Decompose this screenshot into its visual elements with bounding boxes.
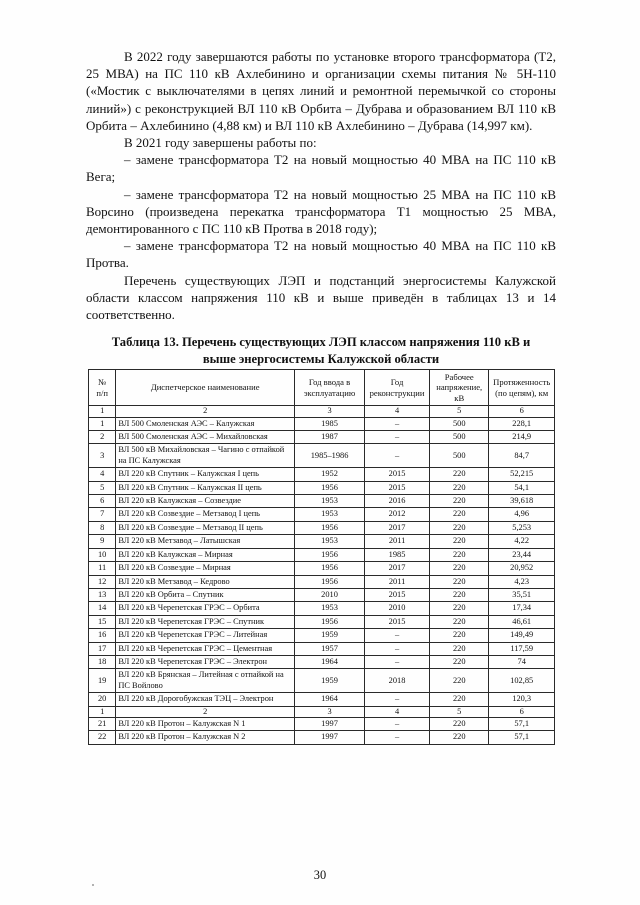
column-number-cell: 1 (89, 406, 116, 417)
cell-volt: 500 (430, 417, 489, 430)
cell-len: 57,1 (489, 717, 555, 730)
cell-len: 5,253 (489, 521, 555, 534)
cell-num: 19 (89, 669, 116, 693)
cell-recon: – (365, 417, 430, 430)
column-number-cell: 2 (116, 406, 295, 417)
cell-year: 1964 (295, 693, 365, 706)
table-row (89, 655, 555, 668)
header-reconstruction-year (365, 370, 430, 406)
header-name: Диспетчерское наименование (116, 370, 295, 406)
cell-volt: 220 (430, 669, 489, 693)
table-column-numbers-row (89, 706, 555, 717)
page-number: 30 (313, 868, 327, 882)
cell-volt: 220 (430, 495, 489, 508)
cell-len: 54,1 (489, 481, 555, 494)
table-row (89, 602, 555, 615)
cell-name: ВЛ 220 кВ Орбита – Спутник (116, 588, 295, 601)
cell-name: ВЛ 220 кВ Спутник – Калужская II цепь (116, 481, 295, 494)
table-body (89, 406, 555, 745)
table-caption-line-2: выше энергосистемы Калужской области (202, 352, 440, 367)
page-speck (92, 884, 94, 886)
header-reconstruction-year-line1: Год (390, 377, 404, 388)
cell-volt: 500 (430, 444, 489, 468)
header-length (489, 370, 555, 406)
cell-name: ВЛ 220 кВ Созвездие – Метзавод I цепь (116, 508, 295, 521)
cell-volt: 220 (430, 481, 489, 494)
cell-len: 228,1 (489, 417, 555, 430)
cell-volt: 220 (430, 468, 489, 481)
column-number-cell: 5 (430, 406, 489, 417)
table-row (89, 731, 555, 744)
header-voltage-line3: кВ (454, 392, 465, 403)
cell-num: 4 (89, 468, 116, 481)
cell-num: 12 (89, 575, 116, 588)
cell-volt: 220 (430, 548, 489, 561)
cell-len: 84,7 (489, 444, 555, 468)
cell-len: 149,49 (489, 629, 555, 642)
cell-recon: 2015 (365, 481, 430, 494)
cell-year: 1956 (295, 575, 365, 588)
header-length-line2: (по цепям), км (495, 387, 549, 398)
table-caption-line-1: Таблица 13. Перечень существующих ЛЭП классом напряжения 110 кВ и (111, 335, 531, 349)
cell-recon: – (365, 431, 430, 444)
header-voltage-line2: напряжение, (436, 382, 483, 393)
cell-recon: – (365, 655, 430, 668)
cell-recon: – (365, 717, 430, 730)
column-number-cell: 3 (295, 406, 365, 417)
cell-num: 16 (89, 629, 116, 642)
cell-len: 4,96 (489, 508, 555, 521)
cell-len: 120,3 (489, 693, 555, 706)
cell-recon: – (365, 629, 430, 642)
cell-num: 7 (89, 508, 116, 521)
cell-num: 8 (89, 521, 116, 534)
cell-recon: – (365, 444, 430, 468)
cell-num: 11 (89, 562, 116, 575)
cell-name: ВЛ 220 кВ Протон – Калужская N 2 (116, 731, 295, 744)
table-row (89, 481, 555, 494)
cell-name: ВЛ 500 Смоленская АЭС – Калужская (116, 417, 295, 430)
cell-name: ВЛ 220 кВ Брянская – Литейная с отпайкой на ПС Войлово (116, 669, 295, 693)
cell-num: 3 (89, 444, 116, 468)
cell-name: ВЛ 220 кВ Черепетская ГРЭС – Электрон (116, 655, 295, 668)
cell-name: ВЛ 220 кВ Созвездие – Мирная (116, 562, 295, 575)
cell-len: 214,9 (489, 431, 555, 444)
cell-name: ВЛ 220 кВ Спутник – Калужская I цепь (116, 468, 295, 481)
cell-recon: – (365, 731, 430, 744)
column-number-cell: 2 (116, 706, 295, 717)
cell-recon: 2010 (365, 602, 430, 615)
cell-len: 57,1 (489, 731, 555, 744)
cell-len: 20,952 (489, 562, 555, 575)
table-row (89, 431, 555, 444)
table-row (89, 575, 555, 588)
cell-volt: 220 (430, 642, 489, 655)
cell-name: ВЛ 220 кВ Черепетская ГРЭС – Цементная (116, 642, 295, 655)
cell-year: 1959 (295, 669, 365, 693)
header-commission-year-line1: Год ввода в (308, 377, 351, 388)
cell-num: 13 (89, 588, 116, 601)
cell-len: 4,23 (489, 575, 555, 588)
cell-recon: – (365, 693, 430, 706)
cell-len: 117,59 (489, 642, 555, 655)
column-number-cell: 5 (430, 706, 489, 717)
cell-recon: 2015 (365, 615, 430, 628)
cell-volt: 220 (430, 521, 489, 534)
paragraph-3: – замене трансформатора Т2 на новый мощностью 40 МВА на ПС 110 кВ Вега; (86, 152, 556, 185)
cell-volt: 220 (430, 693, 489, 706)
cell-year: 1956 (295, 562, 365, 575)
cell-volt: 220 (430, 655, 489, 668)
column-number-cell: 6 (489, 706, 555, 717)
table-row (89, 468, 555, 481)
paragraph-2: В 2021 году завершены работы по: (124, 135, 317, 151)
cell-volt: 220 (430, 588, 489, 601)
cell-name: ВЛ 220 кВ Метзавод – Латышская (116, 535, 295, 548)
table-row (89, 548, 555, 561)
table-row (89, 535, 555, 548)
column-number-cell: 6 (489, 406, 555, 417)
table-row (89, 693, 555, 706)
cell-name: ВЛ 500 кВ Михайловская – Чагино с отпайкой на ПС Калужская (116, 444, 295, 468)
cell-num: 15 (89, 615, 116, 628)
cell-year: 1997 (295, 731, 365, 744)
cell-name: ВЛ 220 кВ Созвездие – Метзавод II цепь (116, 521, 295, 534)
cell-recon: – (365, 642, 430, 655)
table-row (89, 615, 555, 628)
cell-len: 23,44 (489, 548, 555, 561)
table-header-row (89, 370, 555, 406)
cell-recon: 2015 (365, 588, 430, 601)
cell-volt: 220 (430, 731, 489, 744)
header-voltage (430, 370, 489, 406)
table-head (89, 370, 555, 406)
table-row (89, 444, 555, 468)
cell-name: ВЛ 220 кВ Калужская – Мирная (116, 548, 295, 561)
cell-recon: 2011 (365, 575, 430, 588)
cell-num: 9 (89, 535, 116, 548)
table-row (89, 521, 555, 534)
cell-name: ВЛ 220 кВ Черепетская ГРЭС – Литейная (116, 629, 295, 642)
cell-name: ВЛ 220 кВ Метзавод – Кедрово (116, 575, 295, 588)
cell-num: 14 (89, 602, 116, 615)
header-reconstruction-year-line2: реконструкции (369, 387, 425, 398)
cell-num: 1 (89, 417, 116, 430)
cell-len: 4,22 (489, 535, 555, 548)
cell-recon: 1985 (365, 548, 430, 561)
cell-len: 52,215 (489, 468, 555, 481)
cell-year: 1953 (295, 602, 365, 615)
cell-name: ВЛ 220 кВ Черепетская ГРЭС – Орбита (116, 602, 295, 615)
cell-len: 17,34 (489, 602, 555, 615)
table-row (89, 717, 555, 730)
header-commission-year-line2: эксплуатацию (303, 387, 356, 398)
cell-year: 1959 (295, 629, 365, 642)
cell-num: 2 (89, 431, 116, 444)
body-text-block (86, 48, 556, 323)
cell-num: 18 (89, 655, 116, 668)
table-row (89, 642, 555, 655)
cell-len: 102,85 (489, 669, 555, 693)
cell-volt: 220 (430, 575, 489, 588)
table-row (89, 562, 555, 575)
cell-volt: 220 (430, 717, 489, 730)
cell-num: 22 (89, 731, 116, 744)
table-row (89, 508, 555, 521)
header-length-line1: Протяженность (493, 377, 551, 388)
cell-len: 39,618 (489, 495, 555, 508)
cell-volt: 220 (430, 535, 489, 548)
cell-year: 1987 (295, 431, 365, 444)
paragraph-4: – замене трансформатора Т2 на новый мощностью 25 МВА на ПС 110 кВ Ворсино (произведена перекатка трансформатора Т1 мощностью 25 МВА, демонтированного с ПС 110 кВ Протва в 2018 году); (86, 186, 556, 237)
table-row (89, 588, 555, 601)
cell-volt: 220 (430, 508, 489, 521)
table-row (89, 495, 555, 508)
paragraph-6: Перечень существующих ЛЭП и подстанций энергосистемы Калужской области классом напряжения 110 кВ и выше приведён в таблицах 13 и 14 соответственно. (86, 272, 556, 323)
table-column-numbers-row (89, 406, 555, 417)
cell-volt: 220 (430, 615, 489, 628)
cell-name: ВЛ 220 кВ Дорогобужская ТЭЦ – Электрон (116, 693, 295, 706)
cell-recon: 2011 (365, 535, 430, 548)
cell-num: 10 (89, 548, 116, 561)
cell-recon: 2018 (365, 669, 430, 693)
cell-year: 1985–1986 (295, 444, 365, 468)
cell-year: 1956 (295, 548, 365, 561)
cell-recon: 2017 (365, 562, 430, 575)
header-number-line2: п/п (96, 387, 108, 398)
cell-volt: 500 (430, 431, 489, 444)
column-number-cell: 1 (89, 706, 116, 717)
header-number (89, 370, 116, 406)
cell-year: 1985 (295, 417, 365, 430)
cell-num: 20 (89, 693, 116, 706)
lep-table (88, 369, 555, 745)
cell-year: 1957 (295, 642, 365, 655)
cell-name: ВЛ 220 кВ Протон – Калужская N 1 (116, 717, 295, 730)
cell-year: 1953 (295, 508, 365, 521)
header-number-line1: № (98, 377, 107, 388)
cell-year: 1956 (295, 615, 365, 628)
cell-len: 46,61 (489, 615, 555, 628)
cell-year: 2010 (295, 588, 365, 601)
paragraph-1: В 2022 году завершаются работы по установке второго трансформатора (Т2, 25 МВА) на ПС 110 кВ Ахлебинино и организации схемы питания № 5Н-110 («Мостик с выключателями в цепях линий и ремонтной перемычкой со стороны линий») с реконструкцией ВЛ 110 кВ Орбита – Дубрава и образованием ВЛ 110 кВ Орбита – Ахлебинино (4,88 км) и ВЛ 110 кВ Ахлебинино – Дубрава (14,997 км). (86, 49, 556, 133)
table-caption (86, 334, 556, 369)
cell-recon: 2012 (365, 508, 430, 521)
column-number-cell: 4 (365, 706, 430, 717)
cell-name: ВЛ 220 кВ Черепетская ГРЭС – Спутник (116, 615, 295, 628)
cell-year: 1997 (295, 717, 365, 730)
cell-num: 5 (89, 481, 116, 494)
cell-recon: 2015 (365, 468, 430, 481)
cell-name: ВЛ 220 кВ Калужская – Созвездие (116, 495, 295, 508)
cell-volt: 220 (430, 602, 489, 615)
cell-year: 1953 (295, 495, 365, 508)
cell-year: 1952 (295, 468, 365, 481)
cell-num: 6 (89, 495, 116, 508)
table-row (89, 417, 555, 430)
header-commission-year (295, 370, 365, 406)
cell-len: 74 (489, 655, 555, 668)
table-row (89, 629, 555, 642)
paragraph-5: – замене трансформатора Т2 на новый мощностью 40 МВА на ПС 110 кВ Протва. (86, 238, 556, 271)
cell-len: 35,51 (489, 588, 555, 601)
cell-recon: 2017 (365, 521, 430, 534)
table-row (89, 669, 555, 693)
cell-volt: 220 (430, 629, 489, 642)
cell-year: 1964 (295, 655, 365, 668)
cell-name: ВЛ 500 Смоленская АЭС – Михайловская (116, 431, 295, 444)
cell-num: 17 (89, 642, 116, 655)
cell-year: 1956 (295, 521, 365, 534)
cell-num: 21 (89, 717, 116, 730)
cell-volt: 220 (430, 562, 489, 575)
header-voltage-line1: Рабочее (444, 372, 474, 382)
cell-recon: 2016 (365, 495, 430, 508)
cell-year: 1956 (295, 481, 365, 494)
column-number-cell: 4 (365, 406, 430, 417)
cell-year: 1953 (295, 535, 365, 548)
column-number-cell: 3 (295, 706, 365, 717)
